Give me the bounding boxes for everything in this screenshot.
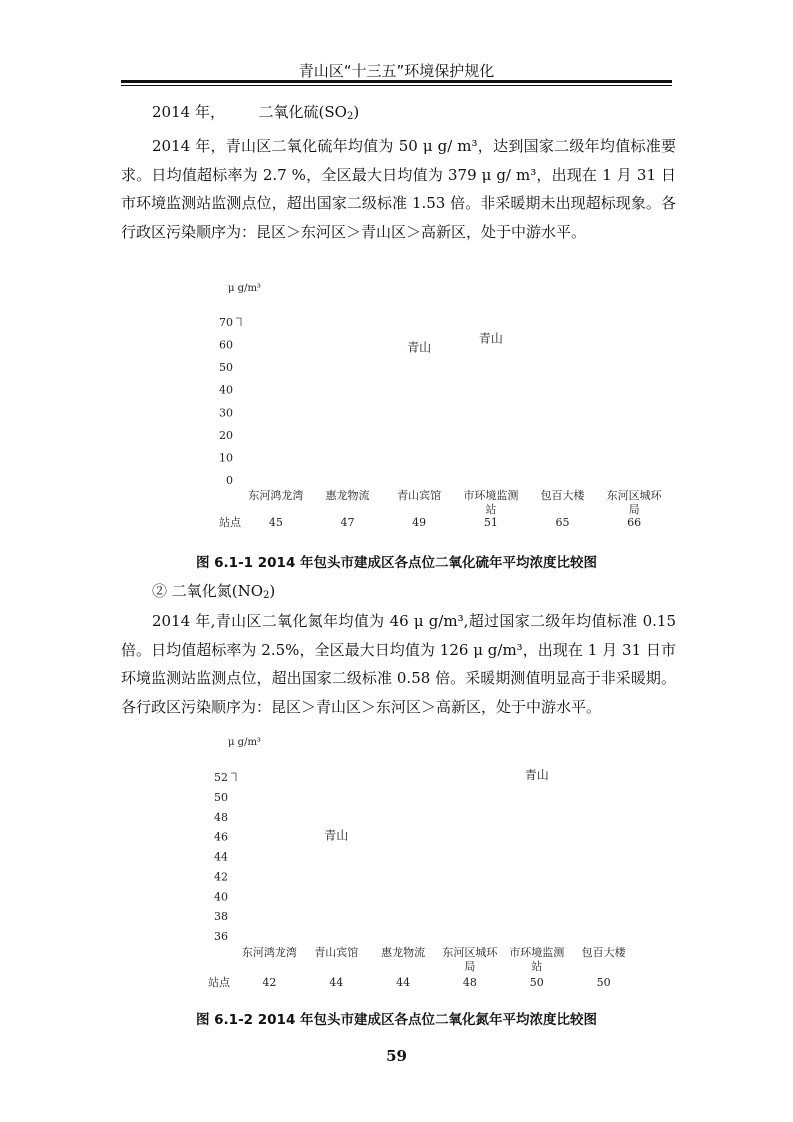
so2-heading-sub: 2: [346, 111, 354, 122]
no2-chart-caption: 图 6.1-2 2014 年包头市建成区各点位二氧化氮年平均浓度比较图: [195, 1012, 598, 1028]
station-value-label: 44: [329, 976, 344, 989]
no2-heading-label: ② 二氧化氮(NO: [152, 582, 264, 600]
station-value-label: 50: [529, 976, 544, 989]
x-category-label-line2: 站: [531, 960, 543, 973]
y-tick-label: 40: [219, 383, 233, 397]
station-value-label: 49: [412, 516, 427, 529]
y-tick-label: 48: [214, 810, 228, 824]
x-category-label: 东河区城环: [606, 489, 662, 502]
x-category-label: 包百大楼: [540, 489, 585, 502]
so2-paragraph-text: 2014 年，青山区二氧化硫年均值为 50 μ g/ m³，达到国家二级年均值标准要求。日均值超标率为 2.7 %，全区最大日均值为 379 μ g/ m³，出现在 1 月 31 日市环境监测站监测点位，超出国家二级标准 1.53 倍。非采暖期未出现超标现象。各行政区污染顺序为：昆区＞东河区＞青山区＞高新区，处于中游水平。: [121, 137, 676, 241]
station-value-label: 50: [596, 976, 611, 989]
so2-heading-close: ): [353, 103, 360, 121]
chart-unit-label: μ g/m³: [228, 737, 261, 748]
y-tick-label: 42: [214, 870, 228, 884]
y-tick-label: 20: [219, 428, 233, 442]
station-row-label: 站点: [208, 976, 230, 989]
y-tick-label: 40: [214, 890, 228, 904]
x-category-label-line2: 站: [485, 503, 497, 516]
y-tick-label: 46: [214, 830, 228, 844]
station-value-label: 51: [483, 516, 498, 529]
y-tick-label: 70: [219, 316, 233, 329]
y-tick-label: 38: [214, 910, 228, 924]
x-category-label: 市环境监测: [509, 946, 565, 959]
no2-paragraph-text: 2014 年,青山区二氧化氮年均值为 46 μ g/m³,超过国家二级年均值标准 0.15 倍。日均值超标率为 2.5%，全区最大日均值为 126 μ g/m³，出现在 1 月 31 日市环境监测站监测点位，超出国家二级标准 0.58 倍。采暖期测值明显高于非采暖期。各行政区污染顺序为：昆区＞青山区＞东河区＞高新区，处于中游水平。: [121, 612, 676, 716]
x-category-label: 市环境监测: [463, 489, 519, 502]
y-tick-label: 44: [214, 850, 228, 864]
y-tick-label: 52: [214, 771, 228, 784]
chart-annotation: 青山: [407, 340, 432, 355]
chart-annotation: 青山: [324, 828, 349, 843]
station-value-label: 42: [262, 976, 277, 989]
station-value-label: 44: [396, 976, 411, 989]
station-value-label: 48: [462, 976, 477, 989]
station-row-label: 站点: [219, 516, 241, 529]
y-tick-label: 50: [214, 790, 228, 804]
chart-annotation: 青山: [524, 767, 549, 782]
chart-unit-label: μ g/m³: [228, 283, 261, 294]
station-value-label: 45: [268, 516, 283, 529]
x-category-label: 青山宾馆: [397, 489, 442, 502]
y-tick-label: 0: [226, 474, 233, 487]
station-value-label: 65: [555, 516, 570, 529]
page-number: 59: [386, 1047, 407, 1065]
x-category-label-line2: 局: [628, 503, 640, 516]
y-tick-label: 10: [219, 451, 233, 465]
so2-heading-label: 二氧化硫(SO: [258, 103, 347, 121]
chart-annotation: 青山: [478, 331, 503, 346]
axis-top-bracket: [231, 773, 236, 781]
x-category-label: 惠龙物流: [325, 489, 370, 502]
y-tick-label: 50: [219, 361, 233, 375]
x-category-label: 青山宾馆: [314, 946, 359, 959]
x-category-label-line2: 局: [464, 960, 476, 973]
so2-chart-caption: 图 6.1-1 2014 年包头市建成区各点位二氧化硫年平均浓度比较图: [195, 555, 598, 571]
running-header-title: 青山区“十三五”环境保护规化: [298, 62, 495, 80]
x-category-label: 东河区城环: [442, 946, 498, 959]
x-category-label: 包百大楼: [581, 946, 626, 959]
no2-heading-close: ): [269, 582, 276, 600]
station-value-label: 66: [627, 516, 642, 529]
x-category-label: 东河鸿龙湾: [241, 946, 297, 959]
station-value-label: 47: [340, 516, 355, 529]
no2-heading-sub: 2: [263, 590, 270, 601]
x-category-label: 东河鸿龙湾: [248, 489, 304, 502]
x-category-label: 惠龙物流: [381, 946, 426, 959]
y-tick-label: 60: [219, 338, 233, 352]
y-tick-label: 36: [214, 930, 228, 943]
so2-heading-year: 2014 年，: [152, 103, 225, 121]
y-tick-label: 30: [219, 406, 233, 420]
